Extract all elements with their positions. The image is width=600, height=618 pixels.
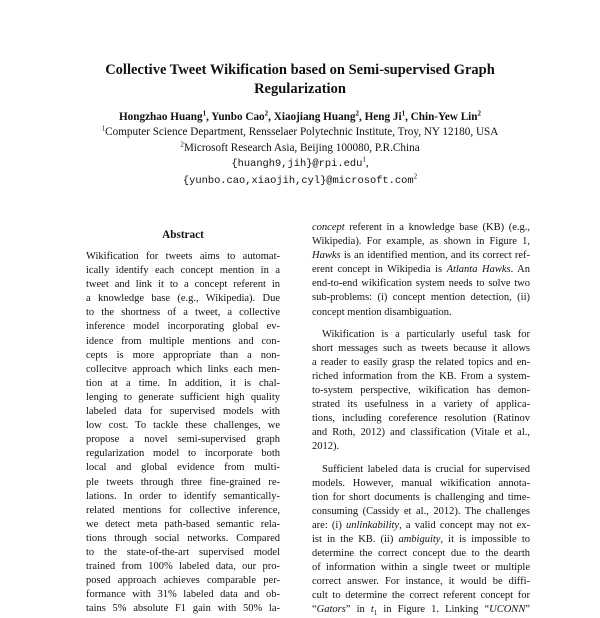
author-name: Chin-Yew Lin [410,111,478,123]
body-line: short messages such as tweets because it allows [312,342,530,354]
body-line: a reader to easily grasp the related topics and en- [312,356,530,368]
title-line-1: Collective Tweet Wikification based on Semi-supervised Graph [105,62,495,78]
abstract-line: collecitve approach which links each men- [86,363,280,375]
body-line: tion for short documents is challenging and time- [312,491,530,503]
body-line: riched information from the KB. From a system- [312,370,530,382]
body-line: sub-problems: (i) concept mention detection, (ii) [312,292,530,304]
abstract-line: posed approach achieves comparable per- [86,575,280,587]
abstract-body [86,250,280,616]
body-line: to-system perspective, wikification has demon- [312,385,530,397]
abstract-line: Wikification for tweets aims to automat- [86,251,280,262]
abstract-line: to the state-of-the-art supervised model [86,546,280,558]
title-line-2: Regularization [254,81,346,97]
body-line: end-to-end wikification system needs to solve two [312,278,530,290]
email-2: {yunbo.cao,xiaojih,cyl}@microsoft.com$^2$ [182,171,418,187]
body-line: concept referent in a knowledge base (KB) (e.g., [312,222,530,233]
abstract-line: to the shortness of a tweet, a collective [86,307,280,319]
abstract-line: tions through social networks. Compared [86,532,280,544]
body-line: models. However, manual wikification annota- [312,477,530,489]
abstract-line: tion at a time. In addition, it is chal- [86,377,280,389]
abstract-line: related mentions for collective inference, [86,504,280,516]
abstract-line: formance with 31% labeled data and ob- [86,589,280,601]
paper-title [60,61,540,99]
author-name: Yunbo Cao [211,111,265,123]
email-1: {huangh9,jih}@rpi.edu$^1$, [231,155,369,171]
author-name: Xiaojiang Huang [273,111,356,123]
affiliation-1: $^1$Computer Science Department, Rensselaer Polytechnic Institute, Troy, NY 12180, USA [101,124,499,139]
abstract-line: regularization model to incorporate both [86,448,280,460]
body-line: “Gators” in $t_1$ in Figure 1. Linking “UCONN” [312,604,530,618]
abstract-line: ple tweets through three fine-grained re- [86,476,280,488]
abstract-line: propose a novel semi-supervised graph [86,434,280,446]
abstract-line: lenging to generate sufficient high quality [86,391,280,403]
author-name: Heng Ji [364,111,402,123]
abstract-line: ically identify each concept mention in a [86,265,280,277]
body-line: and Roth, 2012) and classification (Vitale et al., [312,427,530,439]
body-line: Wikipedia). For example, as shown in Figure 1, [312,236,530,248]
abstract-line: tweet and link it to a concept referent in [86,279,280,291]
abstract-line: cepts is more appropriate than a non- [86,349,280,361]
abstract-line: labeled data for supervised models with [86,406,280,418]
body-line: Sufficient labeled data is crucial for supervised [322,463,530,475]
body-line: are: (i) unlinkability, a valid concept may not ex- [312,519,530,531]
abstract-line: trained from 100% labeled data, our pro- [86,561,280,573]
affiliation-2: $^2$Microsoft Research Asia, Beijing 100080, P.R.China [180,140,420,154]
paragraph-2 [312,328,530,455]
body-line: 2012). [312,441,340,453]
abstract-line: low cost. To tackle these challenges, we [86,420,280,432]
body-line: concept mention disambiguation. [312,306,452,318]
abstract-line: we detect meta path-based semantic rela- [86,518,280,530]
author-name: Hongzhao Huang [118,111,203,123]
body-line: Hawks is an identified mention, and its correct ref- [312,250,530,262]
abstract-line: tains 5% absolute F1 gain with 50% la- [86,603,280,615]
body-line: correct answer. For instance, it would be diffi- [312,576,530,588]
author-block [40,110,560,189]
author-names: Hongzhao Huang$^1$, Yunbo Cao$^2$, Xiaojiang Huang$^2$, Heng Ji$^1$, Chin-Yew Lin$^2$ [118,109,482,123]
introduction-column [312,221,530,618]
body-line: tions, including coreference resolution (Ratinov [312,413,530,425]
abstract-line: idence from multiple mentions and con- [86,335,280,347]
body-line: cult to determine the correct referent concept for [312,590,530,602]
body-line: of information within a single tweet or multiple [312,562,530,574]
body-line: ist in the KB. (ii) ambiguity, it is impossible to [312,533,530,545]
abstract-line: a knowledge base (e.g., Wikipedia). Due [86,293,280,305]
body-line: consuming (Cassidy et al., 2012). The challenges [312,505,530,517]
body-line: strated its usefulness in a variety of applica- [312,399,530,411]
abstract-line: lations. In order to identify semantically- [86,490,280,502]
abstract-heading: Abstract [162,229,204,241]
body-line: erent concept in Wikipedia is Atlanta Hawks. An [312,264,530,276]
body-line: Wikification is a particularly useful task for [322,328,530,340]
abstract-line: local and global evidence from multi- [86,462,280,474]
abstract-line: inference model incorporating global ev- [86,321,280,333]
body-line: determine the correct concept due to the dearth [312,548,530,560]
